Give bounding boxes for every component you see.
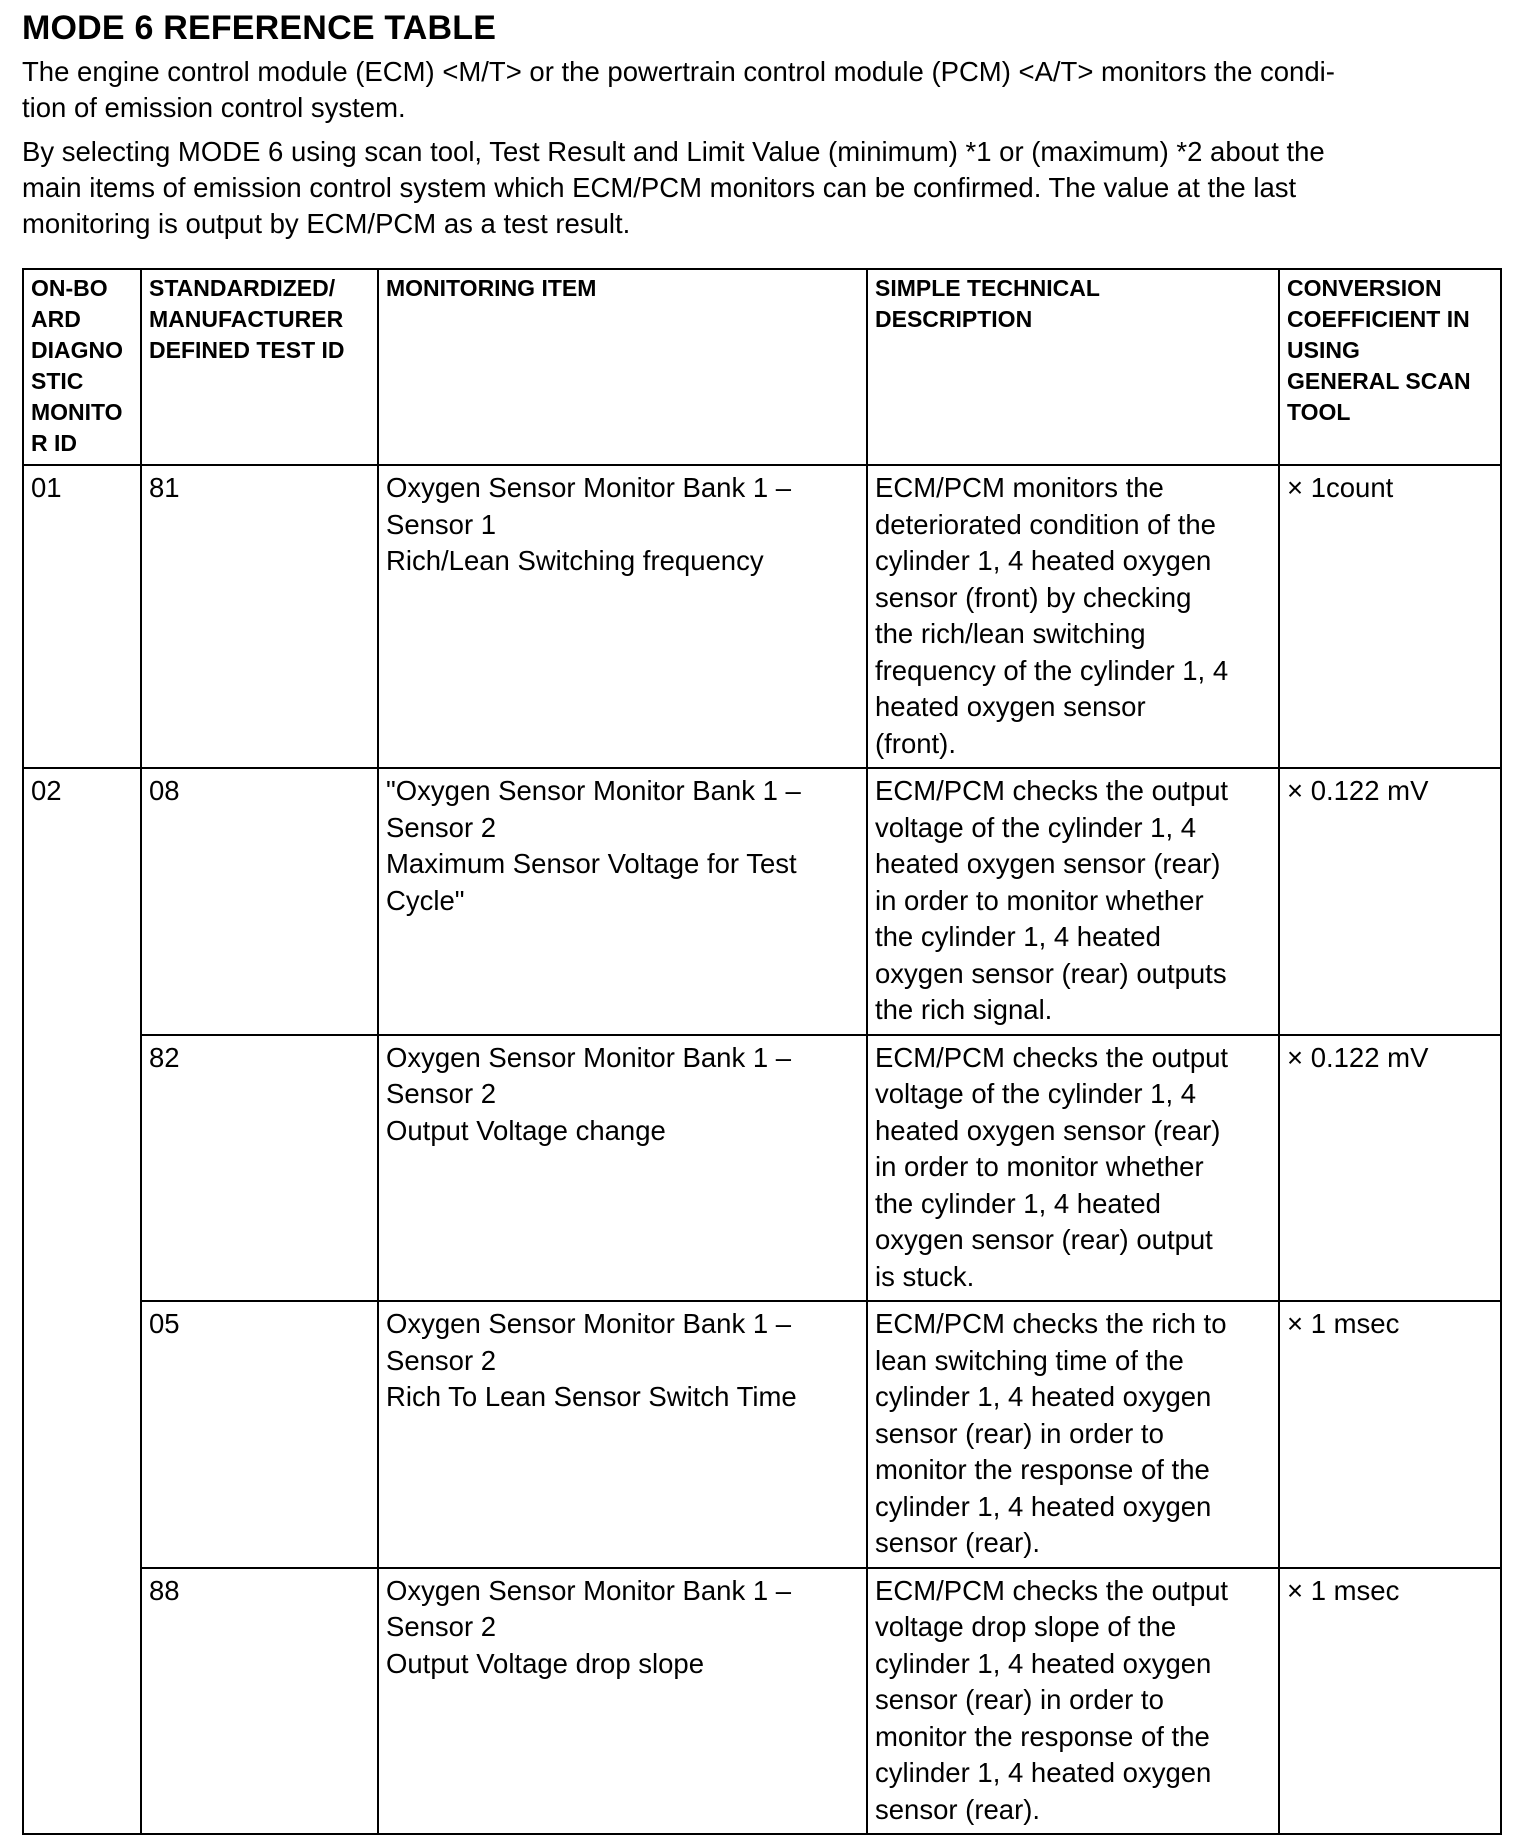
cell-line: ECM/PCM monitors the: [875, 472, 1164, 503]
header-line: STIC: [31, 368, 84, 394]
description-cell: [867, 465, 1279, 768]
description-cell: [867, 1568, 1279, 1835]
cell-line: voltage of the cylinder 1, 4: [875, 1078, 1197, 1109]
table-row: [23, 1301, 1501, 1568]
cell-line: Output Voltage change: [386, 1114, 666, 1146]
header-line: COEFFICIENT IN: [1287, 306, 1470, 332]
cell-line: oxygen sensor (rear) output: [875, 1224, 1213, 1255]
header-line: CONVERSION: [1287, 275, 1442, 301]
cell-line: the rich signal.: [875, 994, 1053, 1025]
coefficient-cell: × 1 msec: [1279, 1301, 1501, 1568]
cell-line: Sensor 2: [386, 1078, 497, 1109]
paragraph-line: main items of emission control system which ECM/PCM monitors can be confirmed. The value at the last: [22, 172, 1297, 203]
header-line: USING: [1287, 337, 1360, 363]
cell-line: Oxygen Sensor Monitor Bank 1 –: [386, 472, 792, 503]
cell-line: monitor the response of the: [875, 1454, 1210, 1485]
cell-line: ECM/PCM checks the rich to: [875, 1308, 1227, 1339]
header-test-id: [141, 269, 378, 465]
cell-line: heated oxygen sensor: [875, 691, 1146, 722]
test-id-cell: 05: [141, 1301, 378, 1568]
cell-line: sensor (rear) in order to: [875, 1684, 1164, 1715]
cell-line: voltage of the cylinder 1, 4: [875, 811, 1197, 843]
cell-line: (front).: [875, 727, 956, 759]
header-line: R ID: [31, 430, 77, 456]
cell-line: cylinder 1, 4 heated oxygen: [875, 1381, 1212, 1412]
description-cell: [867, 1301, 1279, 1568]
paragraph-line: By selecting MODE 6 using scan tool, Test Result and Limit Value (minimum) *1 or (maximum) *2 about the: [22, 136, 1325, 167]
paragraph-line: monitoring is output by ECM/PCM as a test result.: [22, 208, 631, 239]
cell-line: Sensor 2: [386, 1611, 497, 1642]
header-line: GENERAL SCAN: [1287, 368, 1471, 394]
cell-line: Sensor 2: [386, 811, 497, 843]
table-row: [23, 768, 1501, 1035]
page: [22, 8, 1500, 1825]
cell-line: Oxygen Sensor Monitor Bank 1 –: [386, 1308, 792, 1339]
header-description: [867, 269, 1279, 465]
monitoring-item-cell: [378, 1568, 867, 1835]
cell-line: Rich To Lean Sensor Switch Time: [386, 1381, 797, 1412]
header-monitor-id: [23, 269, 141, 465]
cell-line: monitor the response of the: [875, 1720, 1210, 1752]
cell-line: heated oxygen sensor (rear): [875, 1114, 1221, 1146]
paragraph-line: The engine control module (ECM) <M/T> or the powertrain control module (PCM) <A/T> monitors the condi-: [22, 56, 1335, 87]
cell-line: Cycle": [386, 884, 465, 916]
header-line: TOOL: [1287, 399, 1351, 425]
intro-paragraph-1: [22, 54, 1500, 126]
cell-line: cylinder 1, 4 heated oxygen: [875, 1647, 1212, 1679]
coefficient-cell: × 1 msec: [1279, 1568, 1501, 1835]
cell-line: ECM/PCM checks the output: [875, 1041, 1229, 1073]
page-title: MODE 6 REFERENCE TABLE: [22, 9, 497, 47]
cell-line: sensor (rear).: [875, 1793, 1041, 1825]
monitor-id-cell: 01: [23, 465, 141, 768]
monitoring-item-cell: [378, 465, 867, 768]
cell-line: "Oxygen Sensor Monitor Bank 1 –: [386, 775, 801, 806]
test-id-cell: 81: [141, 465, 378, 768]
cell-line: Maximum Sensor Voltage for Test: [386, 848, 797, 879]
cell-line: the rich/lean switching: [875, 618, 1146, 649]
cell-line: in order to monitor whether: [875, 884, 1204, 916]
cell-line: Oxygen Sensor Monitor Bank 1 –: [386, 1574, 792, 1606]
header-line: DEFINED TEST ID: [149, 337, 345, 363]
cell-line: sensor (rear).: [875, 1527, 1041, 1558]
paragraph-line: tion of emission control system.: [22, 92, 406, 123]
table-row: [23, 465, 1501, 768]
table-row: [23, 1035, 1501, 1302]
header-line: DIAGNO: [31, 337, 123, 363]
header-line: ON-BO: [31, 275, 108, 301]
cell-line: cylinder 1, 4 heated oxygen: [875, 1490, 1212, 1522]
table-row: [23, 1568, 1501, 1835]
test-id-cell: 08: [141, 768, 378, 1035]
cell-line: ECM/PCM checks the output: [875, 775, 1229, 806]
monitoring-item-cell: [378, 1035, 867, 1302]
cell-line: sensor (rear) in order to: [875, 1417, 1164, 1449]
cell-line: Oxygen Sensor Monitor Bank 1 –: [386, 1041, 792, 1073]
header-coefficient: [1279, 269, 1501, 465]
cell-line: sensor (front) by checking: [875, 581, 1192, 613]
cell-line: in order to monitor whether: [875, 1151, 1204, 1182]
cell-line: lean switching time of the: [875, 1344, 1184, 1376]
description-cell: [867, 768, 1279, 1035]
cell-line: is stuck.: [875, 1260, 975, 1292]
cell-line: heated oxygen sensor (rear): [875, 848, 1221, 879]
description-cell: [867, 1035, 1279, 1302]
header-line: MONITO: [31, 399, 123, 425]
cell-line: frequency of the cylinder 1, 4: [875, 654, 1229, 686]
cell-line: cylinder 1, 4 heated oxygen: [875, 1757, 1212, 1788]
monitor-id-cell: 02: [23, 768, 141, 1834]
table-header-row: [23, 269, 1501, 465]
header-line: STANDARDIZED/: [149, 275, 336, 301]
header-line: SIMPLE TECHNICAL: [875, 275, 1100, 301]
cell-line: the cylinder 1, 4 heated: [875, 1187, 1161, 1219]
coefficient-cell: × 0.122 mV: [1279, 768, 1501, 1035]
header-line: DESCRIPTION: [875, 306, 1033, 332]
monitoring-item-cell: [378, 1301, 867, 1568]
coefficient-cell: × 0.122 mV: [1279, 1035, 1501, 1302]
header-line: ARD: [31, 306, 81, 332]
cell-line: oxygen sensor (rear) outputs: [875, 957, 1227, 989]
cell-line: deteriorated condition of the: [875, 508, 1216, 540]
cell-line: voltage drop slope of the: [875, 1611, 1177, 1642]
cell-line: Output Voltage drop slope: [386, 1647, 705, 1679]
cell-line: Rich/Lean Switching frequency: [386, 545, 764, 576]
header-monitoring-item: [378, 269, 867, 465]
cell-line: Sensor 1: [386, 508, 497, 540]
coefficient-cell: × 1count: [1279, 465, 1501, 768]
cell-line: ECM/PCM checks the output: [875, 1574, 1229, 1606]
header-line: MONITORING ITEM: [386, 275, 597, 301]
header-line: MANUFACTURER: [149, 306, 344, 332]
intro-paragraph-2: [22, 134, 1500, 242]
cell-line: the cylinder 1, 4 heated: [875, 921, 1161, 952]
mode6-reference-table: [22, 268, 1502, 1835]
test-id-cell: 88: [141, 1568, 378, 1835]
cell-line: Sensor 2: [386, 1344, 497, 1376]
test-id-cell: 82: [141, 1035, 378, 1302]
monitoring-item-cell: [378, 768, 867, 1035]
cell-line: cylinder 1, 4 heated oxygen: [875, 545, 1212, 576]
